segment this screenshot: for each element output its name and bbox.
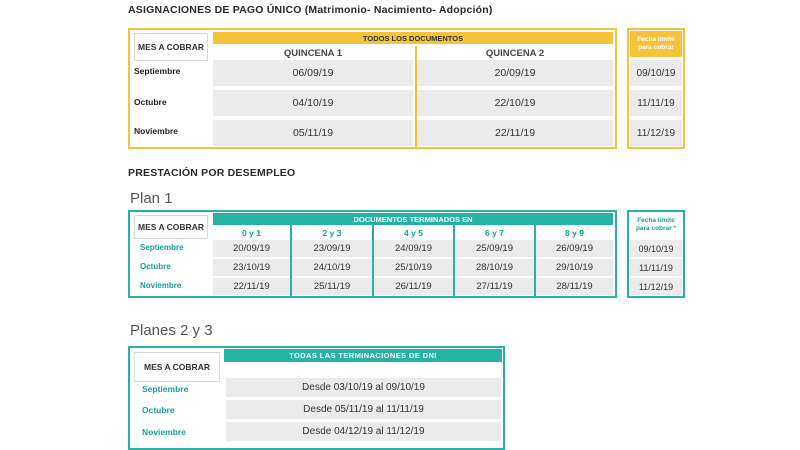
table-cell: 23/10/19 [213,259,290,276]
table-cell: 25/10/19 [374,259,453,276]
month-label: Septiembre [142,384,189,394]
asignaciones-table [128,28,617,149]
table-cell: Desde 04/12/19 al 11/12/19 [226,422,501,441]
group-header: TODOS LOS DOCUMENTOS [213,32,613,44]
column-header: 6 y 7 [485,227,504,238]
deadline-column [627,28,685,149]
table-cell: 28/11/19 [536,278,613,295]
table-cell: 29/10/19 [536,259,613,276]
plan-title: Planes 2 y 3 [130,322,213,339]
table-cell: 24/09/19 [374,240,453,257]
month-header: MES A COBRAR [134,352,220,382]
table-cell: 05/11/19 [213,120,413,146]
table-cell: 04/10/19 [213,90,413,116]
table-cell: 20/09/19 [417,60,613,86]
table-cell: 22/11/19 [417,120,613,146]
table-cell: 25/09/19 [455,240,534,257]
month-label: Noviembre [140,281,182,290]
month-label: Septiembre [140,243,184,252]
table-cell: 22/11/19 [213,278,290,295]
group-header: TODAS LAS TERMINACIONES DE DNI [224,349,502,362]
deadline-cell: 11/12/19 [630,278,682,295]
section-heading-asignaciones: ASIGNACIONES DE PAGO ÚNICO (Matrimonio- Nacimiento- Adopción) [128,4,493,16]
group-header: DOCUMENTOS TERMINADOS EN [213,213,613,225]
column-header: QUINCENA 1 [213,46,413,60]
month-label: Octubre [142,405,175,415]
month-label: Noviembre [134,126,178,136]
table-cell: 26/09/19 [536,240,613,257]
table-cell: 20/09/19 [213,240,290,257]
table-cell: 24/10/19 [292,259,372,276]
table-cell: Desde 05/11/19 al 11/11/19 [226,400,501,419]
column-header: 4 y 5 [404,227,423,238]
table-cell: 26/11/19 [374,278,453,295]
plan-title: Plan 1 [130,190,173,207]
table-cell: 22/10/19 [417,90,613,116]
deadline-cell: 11/11/19 [630,90,682,116]
deadline-cell: 11/12/19 [630,120,682,146]
month-label: Septiembre [134,66,181,76]
column-header: 2 y 3 [322,227,342,238]
planes-2-3-table [128,346,505,450]
deadline-column [627,210,685,298]
month-label: Octubre [134,97,167,107]
table-cell: 28/10/19 [455,259,534,276]
table-cell: 27/11/19 [455,278,534,295]
plan1-table [128,210,617,298]
month-label: Noviembre [142,427,186,437]
table-cell: 06/09/19 [213,60,413,86]
deadline-cell: 09/10/19 [630,60,682,86]
column-header: QUINCENA 2 [417,46,613,60]
month-header: MES A COBRAR [134,215,208,239]
month-header: MES A COBRAR [134,33,208,61]
deadline-cell: 09/10/19 [630,240,682,257]
table-cell: Desde 03/10/19 al 09/10/19 [226,378,501,397]
table-cell: 25/11/19 [292,278,372,295]
month-label: Octubre [140,262,171,271]
section-heading-prestacion: PRESTACIÓN POR DESEMPLEO [128,167,296,179]
deadline-cell: 11/11/19 [630,259,682,276]
deadline-header: Fecha límite para cobrar [630,31,682,57]
table-cell: 23/09/19 [292,240,372,257]
deadline-header: Fecha límite para cobrar * [630,213,682,237]
column-header: 8 y 9 [565,227,584,238]
column-header: 0 y 1 [242,227,261,238]
